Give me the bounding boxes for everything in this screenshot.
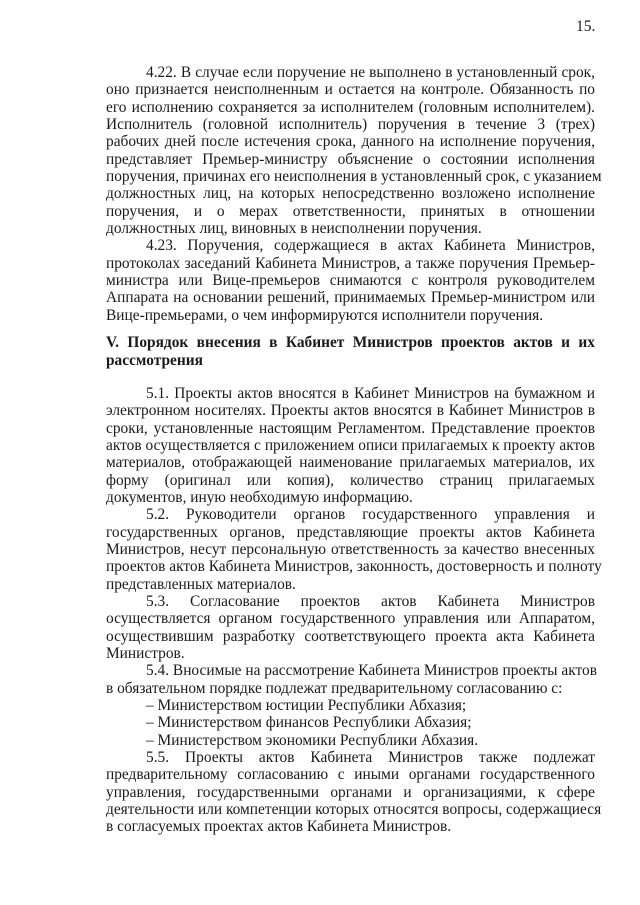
list-item xyxy=(106,714,595,731)
text-line: документов, иную необходимую информацию. xyxy=(106,488,413,506)
text-line: 5.4. Вносимые на рассмотрение Кабинета Министров проекты актов xyxy=(146,662,597,680)
text-line: представляет Премьер-министру объяснение о состоянии исполнения xyxy=(106,150,595,168)
text-line: электронном носителях. Проекты актов вносятся в Кабинет Министров в xyxy=(106,402,595,420)
list-item xyxy=(106,732,595,749)
text-line: поручения, и о мерах ответственности, принятых в отношении xyxy=(106,202,595,220)
text-line: Исполнитель (головной исполнитель) поручения в течение 3 (трех) xyxy=(106,116,595,134)
text-line: протоколах заседаний Кабинета Министров, а также поручения Премьер- xyxy=(106,254,595,272)
text-line: 5.5. Проекты актов Кабинета Министров также подлежат xyxy=(146,749,595,767)
text-line: 4.22. В случае если поручение не выполнено в установленный срок, xyxy=(146,64,595,81)
text-line: 5.2. Руководители органов государственного управления и xyxy=(146,506,595,524)
text-line: предварительному согласованию с иными органами государственного xyxy=(106,766,595,784)
text-line: министра или Вице-премьеров снимаются с контроля руководителем xyxy=(106,272,595,290)
text-line: актов осуществляется с приложением описи прилагаемых к проекту актов xyxy=(106,436,595,454)
paragraph xyxy=(106,662,595,697)
text-line: – Министерством экономики Республики Абхазия. xyxy=(146,731,479,749)
text-line: материалов, отображающей наименование прилагаемых материалов, их xyxy=(106,454,595,472)
paragraph xyxy=(106,237,595,324)
text-line: в обязательном порядке подлежат предварительному согласованию с: xyxy=(106,679,563,697)
text-line: V. Порядок внесения в Кабинет Министров проектов актов и их xyxy=(106,334,595,352)
text-line: сроки, установленные настоящим Регламентом. Представление проектов xyxy=(106,419,595,437)
list-item xyxy=(106,697,595,714)
text-line: 5.1. Проекты актов вносятся в Кабинет Министров на бумажном и xyxy=(146,384,595,402)
text-line: Министров, несут персональную ответственность за качество внесенных xyxy=(106,540,595,558)
text-line: должностных лиц, на которых непосредственно возложено исполнение xyxy=(106,185,595,203)
text-line: поручения, причинах его неисполнения в установленный срок, с указанием xyxy=(106,168,602,186)
document-body xyxy=(106,64,602,836)
text-line: его исполнению сохраняется за исполнителем (головным исполнителем). xyxy=(106,98,595,116)
text-line: должностных лиц, виновных в неисполнении поручения. xyxy=(106,220,482,238)
text-line: рабочих дней после истечения срока, данного на исполнение поручения, xyxy=(106,133,595,151)
text-line: Вице-премьерами, о чем информируются исполнители поручения. xyxy=(106,306,544,324)
text-line: – Министерством финансов Республики Абхазия; xyxy=(146,714,472,732)
text-line: рассмотрения xyxy=(106,351,203,369)
paragraph xyxy=(106,506,602,593)
section-heading xyxy=(106,334,595,369)
text-line: деятельности или компетенции которых относятся вопросы, содержащиеся xyxy=(106,801,602,819)
paragraph xyxy=(106,385,595,506)
text-line: проектов актов Кабинета Министров, законность, достоверность и полноту xyxy=(106,558,602,576)
text-line: Министров. xyxy=(106,645,185,662)
text-line: – Министерством юстиции Республики Абхазия; xyxy=(146,697,467,715)
text-line: Аппарата на основании решений, принимаемых Премьер-министром или xyxy=(106,289,595,307)
text-line: государственных органов, представляющие проекты актов Кабинета xyxy=(106,523,595,541)
text-line: 5.3. Согласование проектов актов Кабинета Министров xyxy=(146,592,595,610)
paragraph xyxy=(106,593,595,662)
paragraph xyxy=(106,64,602,238)
text-line: 4.23. Поручения, содержащиеся в актах Кабинета Министров, xyxy=(146,237,595,255)
text-line: осуществившим разработку соответствующего проекта акта Кабинета xyxy=(106,627,595,645)
text-line: представленных материалов. xyxy=(106,575,296,593)
paragraph xyxy=(106,749,602,836)
text-line: осуществляется органом государственного управления или Аппаратом, xyxy=(106,610,595,628)
page-number: 15. xyxy=(576,18,596,35)
text-line: оно признается неисполненным и остается на контроле. Обязанность по xyxy=(106,81,595,99)
text-line: форму (оригинал или копия), количество страниц прилагаемых xyxy=(106,471,595,489)
text-line: управления, государственными органами и организациями, к сфере xyxy=(106,783,595,801)
text-line: в согласуемых проектах актов Кабинета Министров. xyxy=(106,818,452,836)
